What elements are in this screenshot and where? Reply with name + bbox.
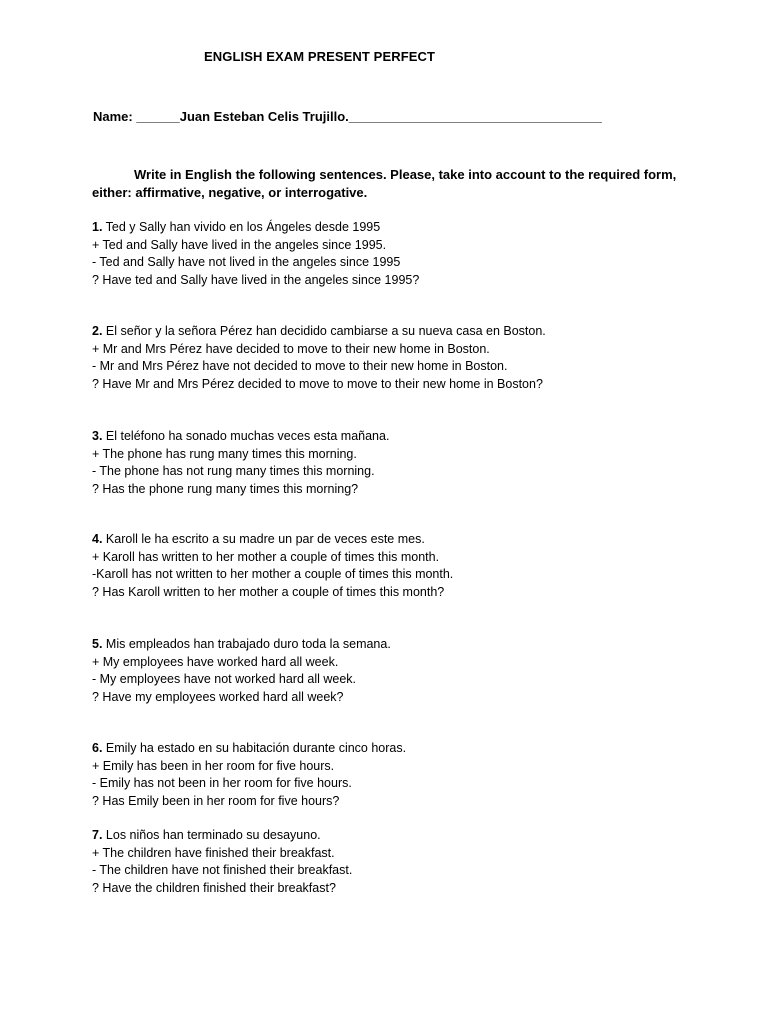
spanish-sentence: Los niños han terminado su desayuno. [102,828,321,842]
exercise-3 [92,428,712,498]
affirmative-answer: + My employees have worked hard all week. [92,654,339,669]
affirmative-answer: + Mr and Mrs Pérez have decided to move to their new home in Boston. [92,341,490,356]
exercise-number: 7. [92,828,103,842]
exercise-prompt [92,531,712,549]
document-title: ENGLISH EXAM PRESENT PERFECT [204,49,436,64]
spanish-sentence: El teléfono ha sonado muchas veces esta mañana. [102,429,390,443]
interrogative-answer: ? Have ted and Sally have lived in the angeles since 1995? [92,272,420,287]
exercise-1 [92,219,712,289]
interrogative-answer: ? Has Emily been in her room for five hours? [92,793,340,808]
spanish-sentence: Emily ha estado en su habitación durante cinco horas. [102,741,407,755]
spanish-sentence: Ted y Sally han vivido en los Ángeles desde 1995 [102,220,381,234]
negative-answer: -Karoll has not written to her mother a couple of times this month. [92,567,454,581]
interrogative-answer: ? Has Karoll written to her mother a couple of times this month? [92,584,445,599]
negative-answer: - Mr and Mrs Pérez have not decided to move to their new home in Boston. [92,359,508,373]
interrogative-answer: ? Have my employees worked hard all week? [92,689,344,704]
exercise-prompt [92,740,712,758]
affirmative-answer: + The phone has rung many times this morning. [92,446,357,461]
exercise-7 [92,827,712,897]
spanish-sentence: Mis empleados han trabajado duro toda la semana. [102,637,391,651]
exercise-prompt [92,827,712,845]
exercise-prompt [92,428,712,446]
exercise-number: 1. [92,220,103,234]
student-name-line: Name: ______Juan Esteban Celis Trujillo.___________________________________ [93,109,602,124]
negative-answer: - Emily has not been in her room for five hours. [92,776,352,790]
exercise-number: 4. [92,532,103,546]
affirmative-answer: + Ted and Sally have lived in the angeles since 1995. [92,237,387,252]
interrogative-answer: ? Have Mr and Mrs Pérez decided to move to move to their new home in Boston? [92,376,543,391]
spanish-sentence: El señor y la señora Pérez han decidido cambiarse a su nueva casa en Boston. [102,324,546,338]
exercise-number: 2. [92,324,103,338]
exercise-prompt [92,219,712,237]
exercise-number: 3. [92,429,103,443]
interrogative-answer: ? Has the phone rung many times this morning? [92,481,359,496]
affirmative-answer: + The children have finished their breakfast. [92,845,335,860]
negative-answer: - Ted and Sally have not lived in the angeles since 1995 [92,255,401,269]
affirmative-answer: + Emily has been in her room for five hours. [92,758,335,773]
instructions-paragraph: Write in English the following sentences. Please, take into account to the required form, either: affirmative, negative, or interrogative. [92,167,677,200]
exercise-number: 6. [92,741,103,755]
exercise-prompt [92,323,712,341]
exercise-5 [92,636,712,706]
negative-answer: - The phone has not rung many times this morning. [92,464,375,478]
exercise-4 [92,531,712,601]
negative-answer: - The children have not finished their breakfast. [92,863,353,877]
affirmative-answer: + Karoll has written to her mother a couple of times this month. [92,549,440,564]
exercise-number: 5. [92,637,103,651]
interrogative-answer: ? Have the children finished their breakfast? [92,880,336,895]
exercise-6 [92,740,712,810]
exercise-prompt [92,636,712,654]
negative-answer: - My employees have not worked hard all week. [92,672,357,686]
exercise-2 [92,323,712,393]
spanish-sentence: Karoll le ha escrito a su madre un par de veces este mes. [102,532,425,546]
